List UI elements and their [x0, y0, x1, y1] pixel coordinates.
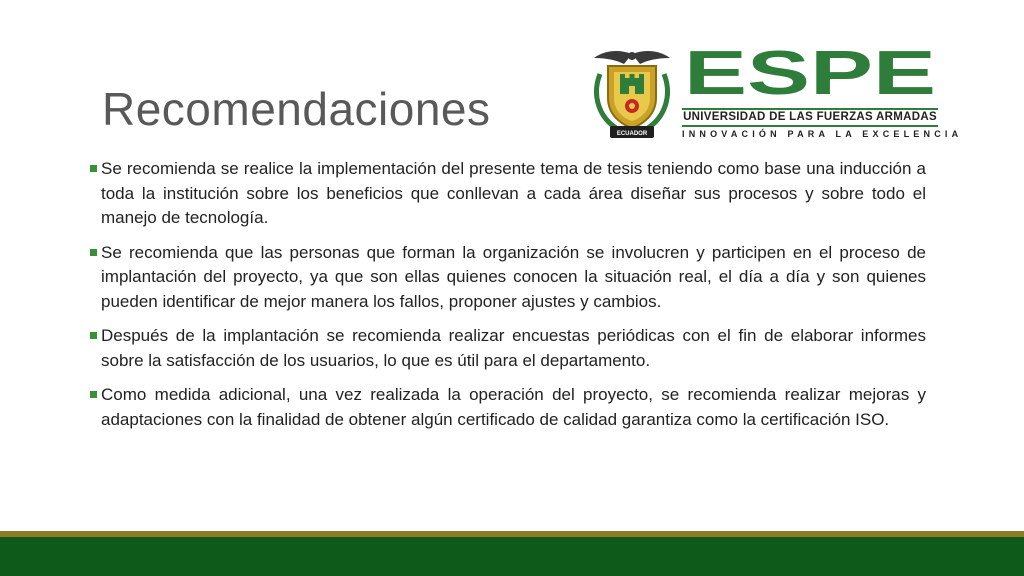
list-item-text: Se recomienda que las personas que forman la organización se involucren y participen en el proceso de implantación del proyecto, ya que son ellas quienes conocen la situación real, el día a día y son quienes pueden identificar de mejor manera los fallos, proponer ajustes y cambios. — [101, 242, 926, 311]
espe-wordmark — [682, 44, 938, 100]
square-bullet-icon — [90, 391, 97, 398]
list-item — [90, 324, 926, 373]
brand-text: ESPE — [684, 44, 936, 100]
square-bullet-icon — [90, 249, 97, 256]
brand-logo — [682, 44, 963, 140]
square-bullet-icon — [90, 165, 97, 172]
university-seal-logo — [586, 44, 678, 144]
seal-emblem-icon — [586, 44, 678, 144]
list-item-text: Como medida adicional, una vez realizada la operación del proyecto, se recomienda realizar mejoras y adaptaciones con la finalidad de obtener algún certificado de calidad garantiza como la certificación ISO. — [101, 385, 926, 429]
slide-title: Recomendaciones — [102, 83, 491, 135]
list-item-text: Se recomienda se realice la implementación del presente tema de tesis teniendo como base una inducción a toda la institución sobre los beneficios que conllevan a cada área diseñar sus procesos y sobre todo el manejo de tecnología. — [101, 159, 926, 227]
list-item-text: Después de la implantación se recomienda realizar encuestas periódicas con el fin de elaborar informes sobre la satisfacción de los usuarios, lo que es útil para el departamento. — [101, 326, 926, 370]
list-item — [90, 241, 926, 315]
list-item — [90, 157, 926, 231]
seal-caption: ECUADOR — [616, 131, 648, 137]
university-motto: INNOVACIÓN PARA LA EXCELENCIA — [682, 129, 963, 139]
university-name: UNIVERSIDAD DE LAS FUERZAS ARMADAS — [682, 108, 938, 127]
list-item — [90, 383, 926, 432]
square-bullet-icon — [90, 332, 97, 339]
recommendations-list — [90, 157, 926, 442]
footer-bar — [0, 537, 1024, 576]
